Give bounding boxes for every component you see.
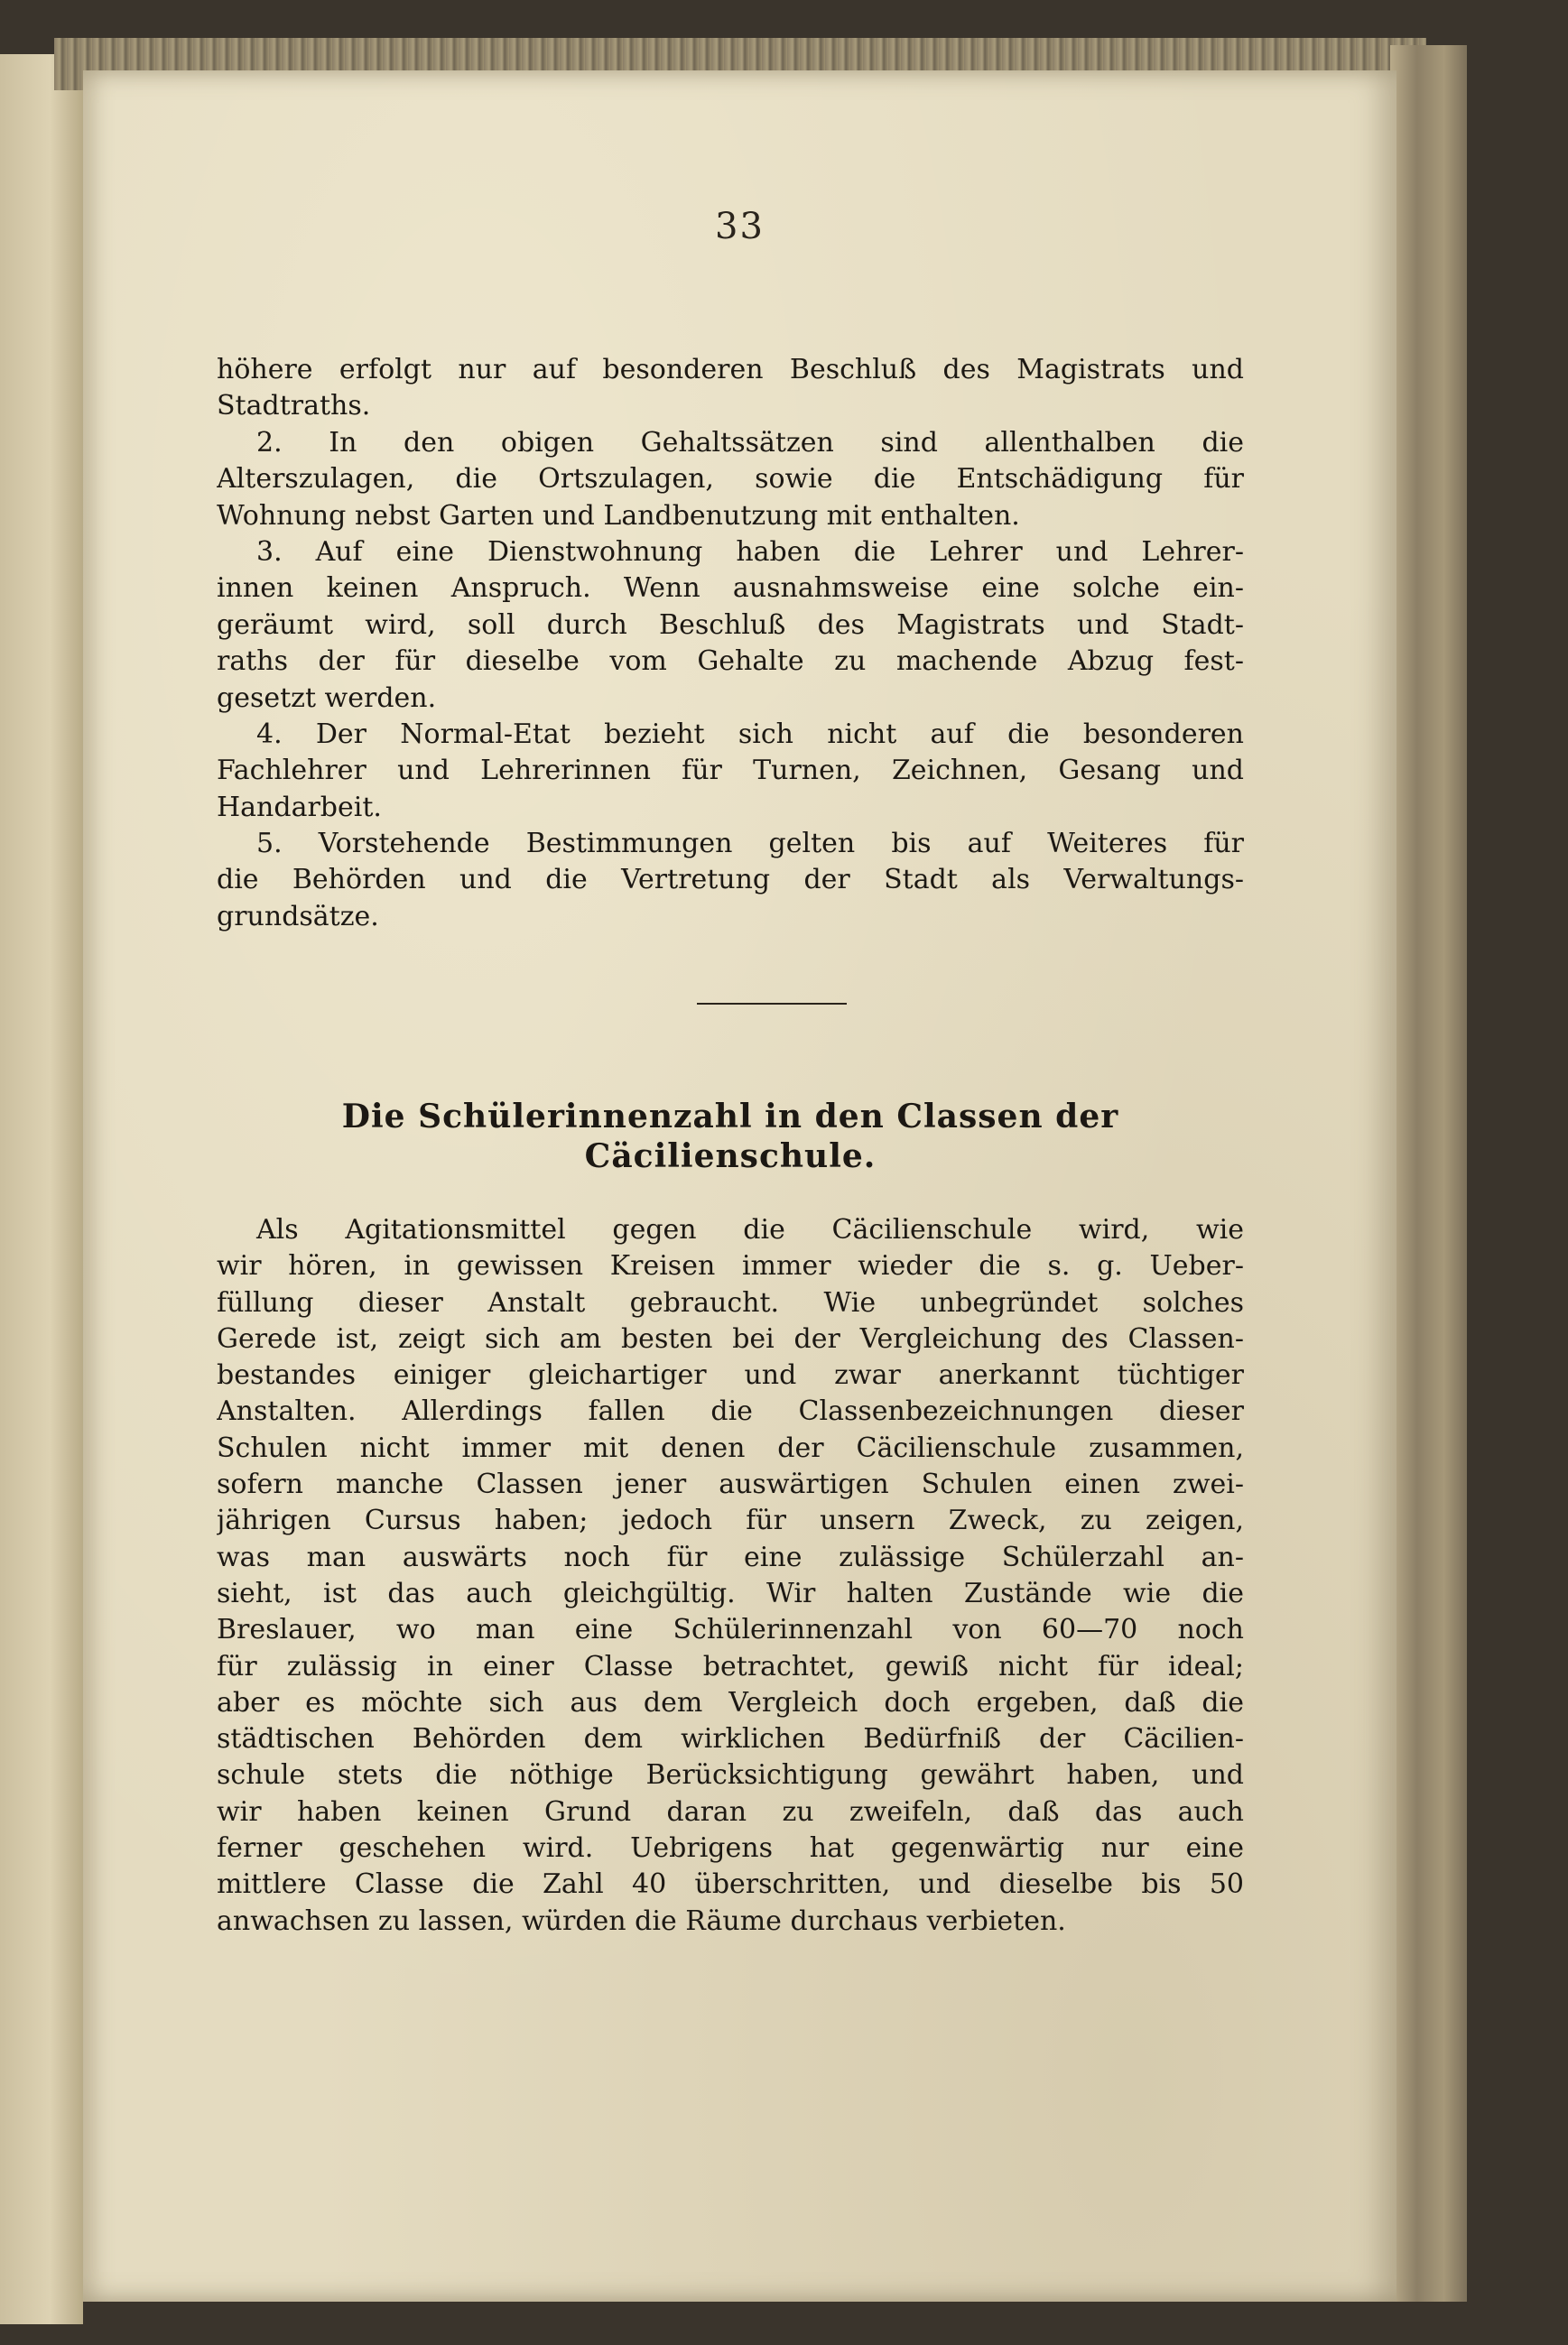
section-heading <box>217 1097 1244 1176</box>
text-line: raths der für dieselbe vom Gehalte zu machende Abzug fest- <box>217 645 1244 678</box>
book-page <box>83 70 1396 2302</box>
article-text <box>217 1212 1244 1940</box>
heading-line-2: Cäcilienschule. <box>584 1137 877 1175</box>
text-line: Breslauer, wo man eine Schülerinnenzahl von 60—70 noch <box>217 1614 1244 1646</box>
section-divider <box>697 1003 847 1005</box>
text-line: Als Agitationsmittel gegen die Cäcilienschule wird, wie <box>256 1214 1244 1246</box>
text-line: Schulen nicht immer mit denen der Cäcilienschule zusammen, <box>217 1432 1244 1464</box>
text-line: jährigen Cursus haben; jedoch für unsern Zweck, zu zeigen, <box>217 1505 1244 1537</box>
text-line: füllung dieser Anstalt gebraucht. Wie unbegründet solches <box>217 1286 1244 1319</box>
text-line: 3. Auf eine Dienstwohnung haben die Lehrer und Lehrer- <box>256 535 1244 568</box>
text-line: wir hören, in gewissen Kreisen immer wieder die s. g. Ueber- <box>217 1250 1244 1283</box>
text-line: was man auswärts noch für eine zulässige Schülerzahl an- <box>217 1541 1244 1573</box>
text-line: bestandes einiger gleichartiger und zwar anerkannt tüchtiger <box>217 1359 1244 1392</box>
page-number: 33 <box>715 206 765 247</box>
regulations-text <box>217 352 1244 935</box>
text-line: Alterszulagen, die Ortszulagen, sowie die Entschädigung für <box>217 463 1244 496</box>
text-line: 2. In den obigen Gehaltssätzen sind allenthalben die <box>256 426 1244 459</box>
text-line: Anstalten. Allerdings fallen die Classenbezeichnungen dieser <box>217 1395 1244 1428</box>
text-line: Wohnung nebst Garten und Landbenutzung mit enthalten. <box>217 499 1020 532</box>
text-line: grundsätze. <box>217 900 379 932</box>
cover-edge <box>1390 45 1467 2302</box>
text-line: 5. Vorstehende Bestimmungen gelten bis auf Weiteres für <box>256 828 1244 860</box>
text-line: aber es möchte sich aus dem Vergleich doch ergeben, daß die <box>217 1686 1244 1719</box>
facing-page-edge <box>0 54 83 2324</box>
text-line: sieht, ist das auch gleichgültig. Wir halten Zustände wie die <box>217 1577 1244 1609</box>
text-line: ferner geschehen wird. Uebrigens hat gegenwärtig nur eine <box>217 1832 1244 1865</box>
text-line: Gerede ist, zeigt sich am besten bei der Vergleichung des Classen- <box>217 1322 1244 1355</box>
text-line: die Behörden und die Vertretung der Stadt als Verwaltungs- <box>217 864 1244 896</box>
text-line: Stadtraths. <box>217 390 371 422</box>
text-line: für zulässig in einer Classe betrachtet, gewiß nicht für ideal; <box>217 1650 1244 1682</box>
text-line: geräumt wird, soll durch Beschluß des Magistrats und Stadt- <box>217 608 1244 641</box>
text-line: gesetzt werden. <box>217 681 437 714</box>
text-line: 4. Der Normal-Etat bezieht sich nicht auf die besonderen <box>256 718 1244 750</box>
heading-line-1: Die Schülerinnenzahl in den Classen der <box>341 1098 1119 1135</box>
text-line: innen keinen Anspruch. Wenn ausnahmsweise eine solche ein- <box>217 572 1244 605</box>
text-line: Fachlehrer und Lehrerinnen für Turnen, Zeichnen, Gesang und <box>217 755 1244 787</box>
text-line: schule stets die nöthige Berücksichtigung gewährt haben, und <box>217 1759 1244 1792</box>
text-line: Handarbeit. <box>217 791 382 823</box>
text-line: städtischen Behörden dem wirklichen Bedürfniß der Cäcilien- <box>217 1723 1244 1756</box>
text-line: wir haben keinen Grund daran zu zweifeln, daß das auch <box>217 1795 1244 1828</box>
text-line: mittlere Classe die Zahl 40 überschritten, und dieselbe bis 50 <box>217 1868 1244 1901</box>
text-line: höhere erfolgt nur auf besonderen Beschluß des Magistrats und <box>217 354 1244 385</box>
text-line: sofern manche Classen jener auswärtigen Schulen einen zwei- <box>217 1469 1244 1501</box>
text-line: anwachsen zu lassen, würden die Räume durchaus verbieten. <box>217 1905 1066 1937</box>
